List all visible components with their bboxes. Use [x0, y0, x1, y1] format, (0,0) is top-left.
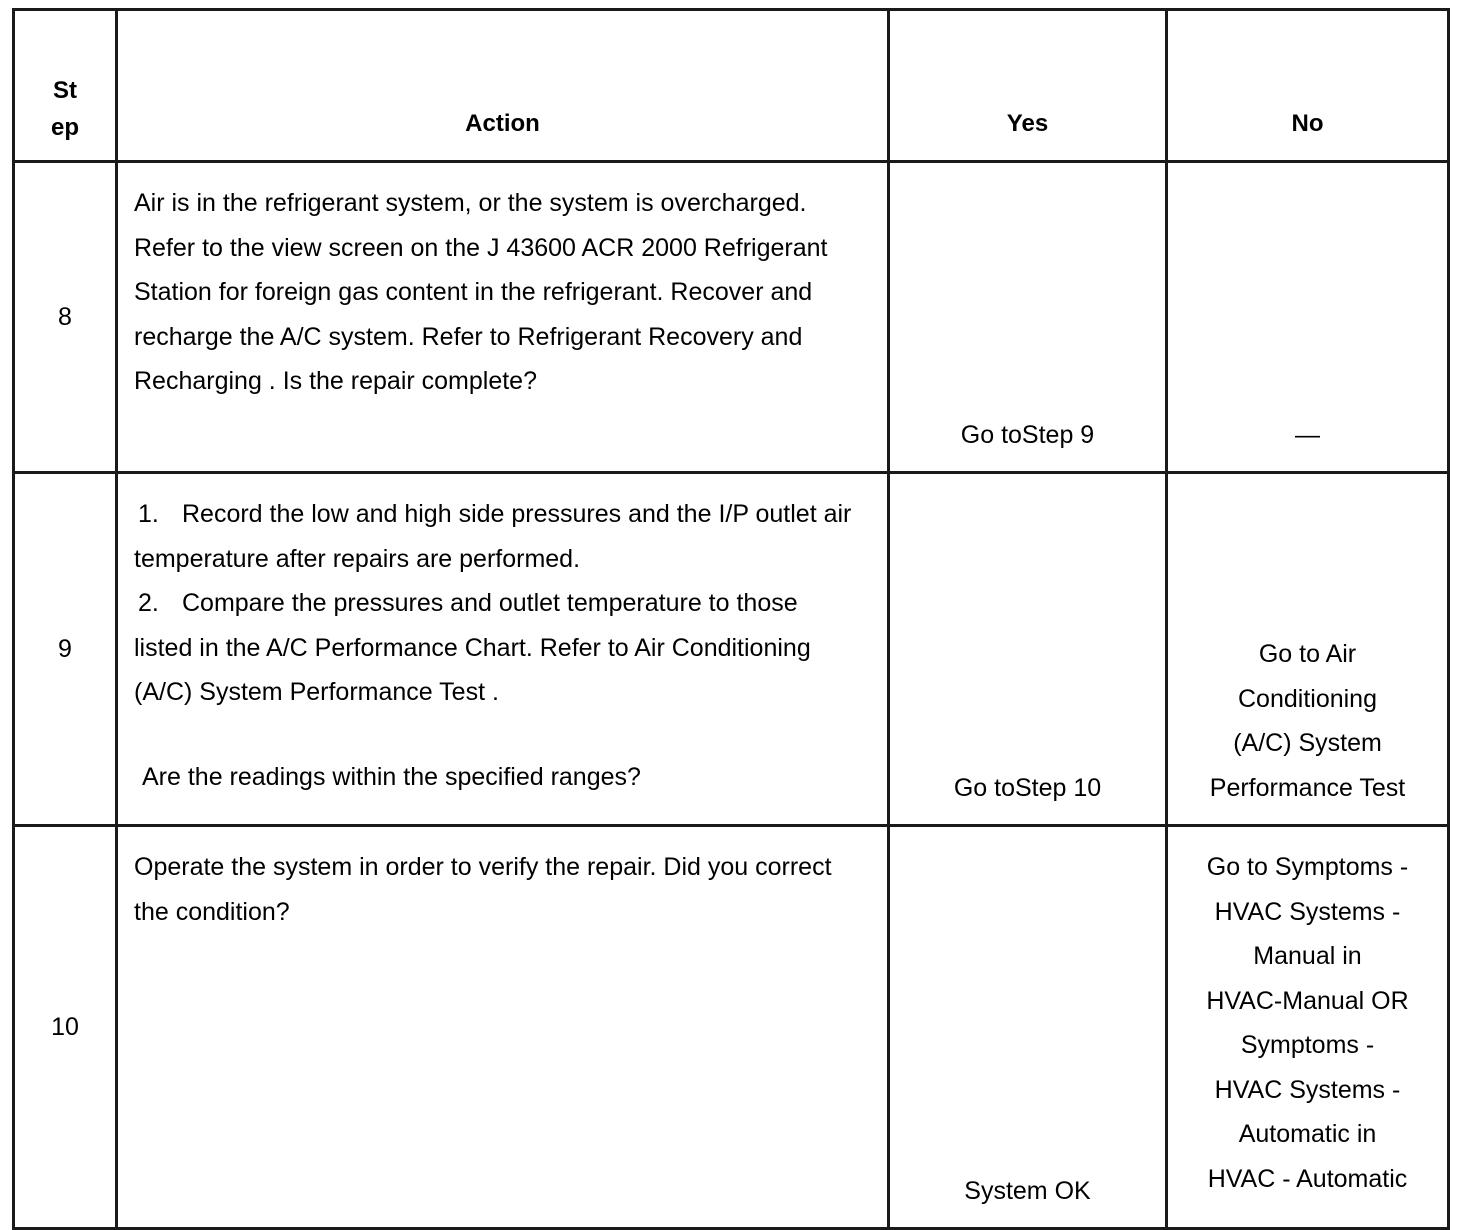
table-row — [14, 162, 1449, 473]
step-number: 10 — [14, 826, 117, 1229]
yes-result: Go toStep 9 — [889, 162, 1167, 473]
no-result: Go to Air Conditioning (A/C) System Performance Test — [1167, 473, 1449, 826]
step-number: 8 — [14, 162, 117, 473]
table-row — [14, 473, 1449, 826]
action-cell — [117, 473, 889, 826]
list-item — [134, 492, 857, 581]
header-yes: Yes — [889, 10, 1167, 162]
list-text: Compare the pressures and outlet temperature to those listed in the A/C Performance Chart. Refer to Air Conditioning (A/C) System Performance Test . — [134, 589, 811, 706]
list-text: Record the low and high side pressures and the I/P outlet air temperature after repairs are performed. — [134, 500, 852, 573]
step-number: 9 — [14, 473, 117, 826]
header-step: St ep — [14, 10, 117, 162]
table-row — [14, 826, 1449, 1229]
list-item — [134, 581, 857, 715]
action-text: Operate the system in order to verify the repair. Did you correct the condition? — [117, 826, 889, 1229]
header-no: No — [1167, 10, 1449, 162]
header-row — [14, 10, 1449, 162]
no-result: Go to Symptoms - HVAC Systems - Manual in HVAC-Manual OR Symptoms - HVAC Systems - Automatic in HVAC - Automatic — [1167, 826, 1449, 1229]
action-text: Air is in the refrigerant system, or the system is overcharged. Refer to the view screen on the J 43600 ACR 2000 Refrigerant Station for foreign gas content in the refrigerant. Recover and recharge the A/C system. Refer to Refrigerant Recovery and Recharging . Is the repair complete? — [117, 162, 889, 473]
yes-result: Go toStep 10 — [889, 473, 1167, 826]
question-text: Are the readings within the specified ranges? — [142, 762, 641, 791]
header-action: Action — [117, 10, 889, 162]
no-result: — — [1167, 162, 1449, 473]
list-number: 2. — [138, 589, 159, 617]
yes-result: System OK — [889, 826, 1167, 1229]
diagnostic-table — [12, 8, 1450, 1230]
list-number: 1. — [138, 500, 159, 528]
